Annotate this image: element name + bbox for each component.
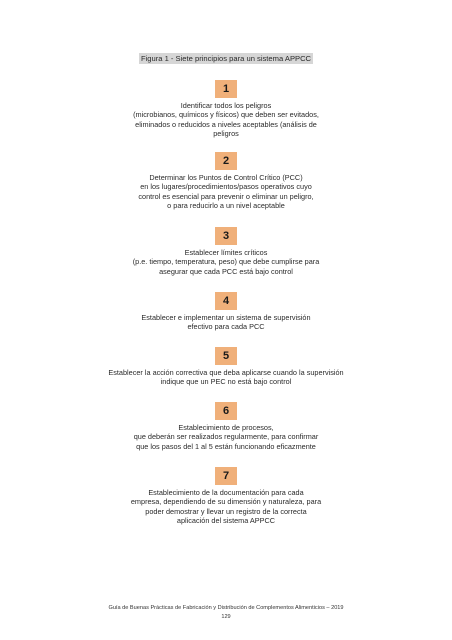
principle-3 (0, 227, 452, 276)
principle-number-badge: 6 (215, 402, 237, 420)
principle-text: Establecimiento de la documentación para cada empresa, dependiendo de su dimensión y naturaleza, para poder demostrar y llevar un registro de la correcta aplicación del sistema APPCC (130, 488, 322, 526)
principle-1 (0, 80, 452, 139)
principle-text: Establecer e implementar un sistema de supervisión efectivo para cada PCC (141, 313, 311, 332)
principle-number-badge: 4 (215, 292, 237, 310)
principle-text: Establecer límites críticos (p.e. tiempo, temperatura, peso) que debe cumplirse para asegurar que cada PCC está bajo control (132, 248, 320, 276)
footer-line: Guía de Buenas Prácticas de Fabricación y Distribución de Complementos Alimenticios – 2019 (108, 605, 344, 611)
principle-7 (0, 467, 452, 526)
principle-4 (0, 292, 452, 332)
figure-title (0, 54, 452, 63)
principle-2 (0, 152, 452, 211)
principle-text: Determinar los Puntos de Control Crítico (PCC) en los lugares/procedimientos/pasos operativos cuyo control es esencial para prevenir o eliminar un peligro, o para reducirlo a un nivel aceptable (138, 173, 314, 211)
principle-text: Establecimiento de procesos, que deberán ser realizados regularmente, para confirmar que los pasos del 1 al 5 están funcionando eficazmente (133, 423, 319, 451)
principle-number-badge: 1 (215, 80, 237, 98)
principle-5 (0, 347, 452, 387)
figure-title-text: Figura 1 - Siete principios para un sistema APPCC (140, 54, 312, 63)
principle-number-badge: 3 (215, 227, 237, 245)
principle-number-badge: 2 (215, 152, 237, 170)
page-number: 129 (221, 614, 231, 620)
principle-text: Establecer la acción correctiva que deba aplicarse cuando la supervisión indique que un PEC no está bajo control (108, 368, 344, 387)
principle-text: Identificar todos los peligros (microbianos, químicos y físicos) que deben ser evitados, eliminados o reducidos a niveles aceptables (análisis de peligros (133, 101, 319, 139)
principle-number-badge: 7 (215, 467, 237, 485)
principle-number-badge: 5 (215, 347, 237, 365)
principle-6 (0, 402, 452, 451)
